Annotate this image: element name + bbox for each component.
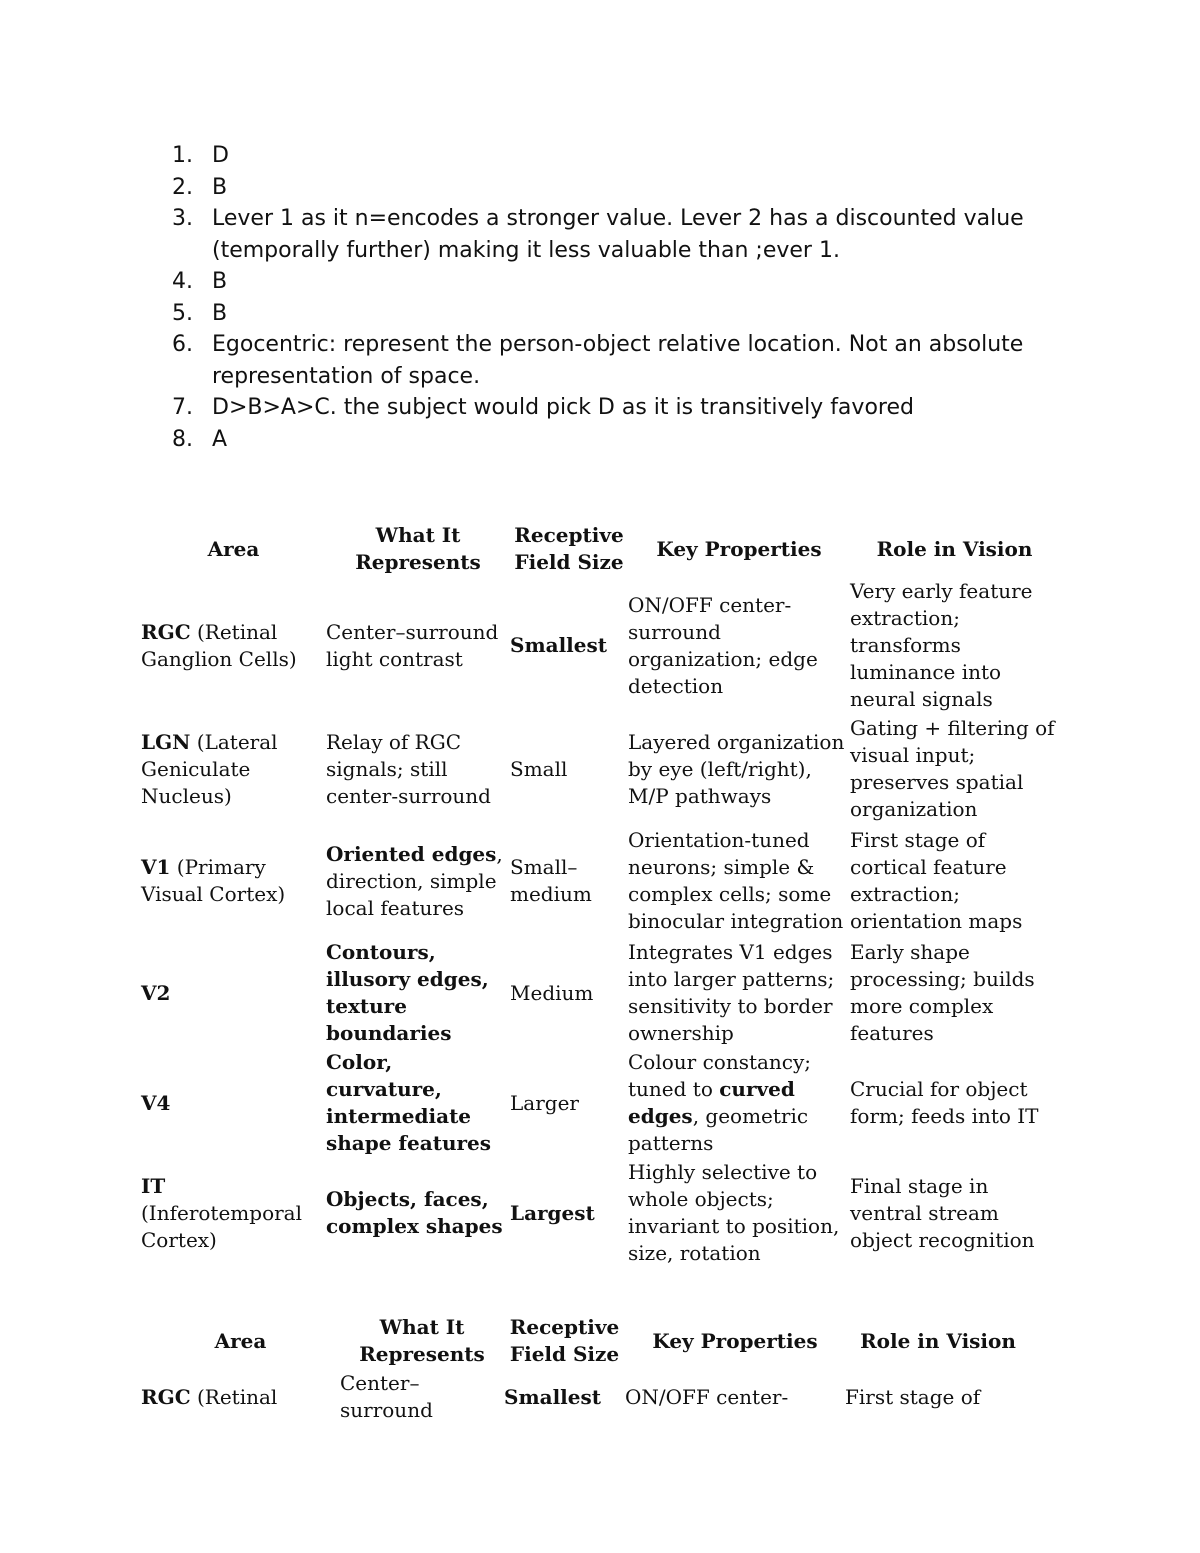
answer-text: D>B>A>C. the subject would pick D as it is transitively favored (212, 395, 914, 420)
answer-text: D (212, 143, 229, 168)
role-text: Very early feature extraction; transforms luminance into neural signals (850, 579, 1033, 711)
answer-text: B (212, 269, 228, 294)
list-item (172, 203, 1052, 266)
size-value: Larger (510, 1090, 579, 1115)
cell-role (850, 1049, 1059, 1157)
area-abbrev: RGC (141, 619, 191, 644)
cell-size (510, 1049, 628, 1157)
area-abbrev: V4 (141, 1090, 171, 1115)
what-text: , direction, simple local features (326, 841, 503, 920)
key-text: Colour constancy; tuned to (628, 1050, 812, 1101)
area-abbrev: LGN (141, 729, 191, 754)
area-full-name: (Lateral Geniculate Nucleus) (141, 729, 278, 808)
cell-area (141, 713, 326, 825)
size-value: Small–medium (510, 855, 592, 906)
cell-role (850, 713, 1059, 825)
role-text: Crucial for object form; feeds into IT (850, 1077, 1039, 1128)
table-row (141, 713, 1059, 825)
cell-size (510, 713, 628, 825)
cell-area (141, 1370, 340, 1424)
list-number: 6. (172, 332, 193, 357)
cell-what (326, 1157, 510, 1269)
header-key-properties: Key Properties (656, 536, 822, 561)
area-abbrev: V2 (141, 980, 171, 1005)
header-key-properties: Key Properties (652, 1328, 818, 1353)
role-text: Final stage in ventral stream object recognition (850, 1173, 1035, 1252)
what-bold-text: Oriented edges (326, 841, 497, 866)
visual-areas-table-continued (141, 1312, 1031, 1424)
cell-size (510, 1157, 628, 1269)
size-value: Largest (510, 1200, 595, 1225)
list-number: 1. (172, 143, 193, 168)
list-number: 2. (172, 174, 193, 200)
what-bold-text: Color, curvature, intermediate shape features (326, 1050, 492, 1155)
visual-areas-table (141, 520, 1059, 1269)
cell-role (850, 937, 1059, 1049)
table-header-row (141, 520, 1059, 578)
size-value: Small (510, 756, 568, 781)
size-value: Smallest (510, 633, 607, 657)
answer-list (172, 140, 1052, 455)
area-full-name: (Retinal (190, 1384, 278, 1409)
list-number: 4. (172, 269, 193, 294)
cell-what (326, 1049, 510, 1157)
cell-size (510, 937, 628, 1049)
cell-area (141, 578, 326, 713)
header-area: Area (207, 536, 260, 561)
key-text-after: , geometric patterns (628, 1104, 809, 1155)
cell-key-properties (628, 1049, 850, 1157)
area-abbrev: RGC (141, 1384, 191, 1409)
header-role-in-vision: Role in Vision (860, 1328, 1016, 1353)
list-item (172, 329, 1052, 392)
list-item (172, 172, 1052, 204)
cell-size (510, 825, 628, 937)
cell-role (850, 578, 1059, 713)
cell-role (850, 825, 1059, 937)
size-value: Medium (510, 980, 594, 1005)
cell-area (141, 937, 326, 1049)
list-item (172, 392, 1052, 424)
table-row (141, 1370, 1031, 1424)
header-receptive-field-size: Receptive Field Size (514, 523, 624, 574)
cell-what (326, 578, 510, 713)
cell-area (141, 1049, 326, 1157)
cell-key-properties (628, 825, 850, 937)
key-text: Layered organization by eye (left/right), M/P pathways (628, 729, 845, 808)
answer-text: Egocentric: represent the person-object relative location. Not an absolute representation of space. (212, 332, 1024, 389)
cell-key-properties: ON/OFF center- (625, 1384, 789, 1409)
list-item (172, 424, 1052, 456)
area-abbrev: IT (141, 1173, 166, 1198)
area-full-name: (Retinal Ganglion Cells) (141, 619, 297, 671)
area-full-name: (Inferotemporal Cortex) (141, 1200, 302, 1252)
key-bold-text: curved edges (628, 1077, 795, 1128)
cell-role (850, 1157, 1059, 1269)
list-number: 7. (172, 395, 193, 420)
answer-text: Lever 1 as it n=encodes a stronger value. Lever 2 has a discounted value (temporally further) making it less valuable than ;ever 1. (212, 206, 1024, 263)
table-row (141, 825, 1059, 937)
what-text: Relay of RGC signals; still center-surround (326, 729, 491, 808)
cell-key-properties (628, 713, 850, 825)
list-item (172, 140, 1052, 172)
answer-text: A (212, 426, 228, 452)
answer-text: B (212, 300, 228, 326)
key-text: Integrates V1 edges into larger patterns; sensitivity to border ownership (628, 940, 835, 1045)
cell-key-properties (628, 578, 850, 713)
table-row (141, 578, 1059, 713)
cell-key-properties (628, 1157, 850, 1269)
role-text: Early shape processing; builds more complex features (850, 940, 1035, 1045)
table-row (141, 937, 1059, 1049)
role-text: First stage of cortical feature extraction; orientation maps (850, 828, 1023, 933)
answer-text: B (212, 174, 228, 200)
cell-role: First stage of (845, 1384, 981, 1409)
list-number: 5. (172, 300, 193, 326)
role-text: Gating + filtering of visual input; preserves spatial organization (850, 716, 1055, 821)
area-full-name: (Primary Visual Cortex) (141, 855, 286, 906)
cell-size (504, 1370, 625, 1424)
list-number: 8. (172, 426, 193, 452)
cell-what (326, 937, 510, 1049)
cell-area (141, 825, 326, 937)
cell-key-properties (628, 937, 850, 1049)
what-bold-text: Objects, faces, complex shapes (326, 1187, 503, 1238)
list-item (172, 298, 1052, 330)
header-role-in-vision: Role in Vision (876, 536, 1033, 561)
cell-size (510, 578, 628, 713)
what-bold-text: Contours, illusory edges, texture boundaries (326, 940, 489, 1045)
list-number: 3. (172, 206, 193, 231)
size-value: Smallest (504, 1384, 601, 1409)
key-text: ON/OFF center-surround organization; edge detection (628, 592, 818, 698)
key-text: Highly selective to whole objects; invariant to position, size, rotation (628, 1160, 840, 1265)
cell-what: Center–surround (340, 1371, 433, 1422)
header-area: Area (214, 1328, 267, 1353)
header-what-it-represents: What It Represents (359, 1315, 485, 1366)
list-item (172, 266, 1052, 298)
table-row (141, 1157, 1059, 1269)
cell-what (326, 825, 510, 937)
area-abbrev: V1 (141, 855, 171, 879)
table-header-row (141, 1312, 1031, 1370)
header-what-it-represents: What It Represents (355, 523, 481, 574)
key-text: Orientation-tuned neurons; simple & complex cells; some binocular integration (628, 828, 844, 933)
what-text: Center–surround light contrast (326, 619, 499, 671)
cell-area (141, 1157, 326, 1269)
cell-what (326, 713, 510, 825)
table-row (141, 1049, 1059, 1157)
header-receptive-field-size: Receptive Field Size (509, 1315, 620, 1366)
